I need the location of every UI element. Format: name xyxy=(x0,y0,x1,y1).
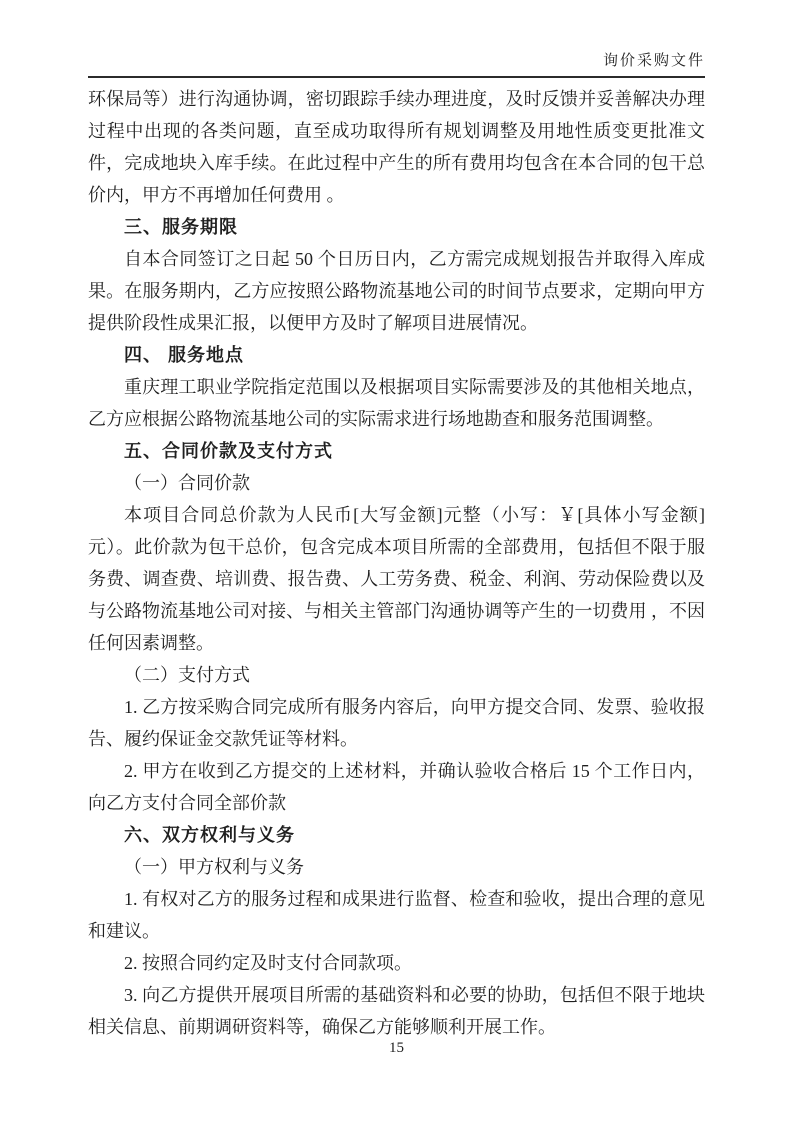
section-heading: 四、 服务地点 xyxy=(124,345,245,365)
paragraph: 本项目合同总价款为人民币[大写金额]元整（小写：￥[具体小写金额]元）。此价款为包干总价，包含完成本项目所需的全部费用，包括但不限于服务费、调查费、培训费、报告费、人工劳务费、税金、利润、劳动保险费以及与公路物流基地公司对接、与相关主管部门沟通协调等产生的一切费用 ，不因任何因素调整。 xyxy=(88,505,705,653)
paragraph: 2. 甲方在收到乙方提交的上述材料，并确认验收合格后 15 个工作日内，向乙方支付合同全部价款 xyxy=(88,761,705,813)
section-heading: 五、合同价款及支付方式 xyxy=(124,441,333,461)
page-header xyxy=(88,50,705,78)
paragraph: 1. 乙方按采购合同完成所有服务内容后，向甲方提交合同、发票、验收报告、履约保证金交款凭证等材料。 xyxy=(88,697,705,749)
sub-heading: （一）合同价款 xyxy=(124,473,250,493)
sub-heading: （二）支付方式 xyxy=(124,665,250,685)
section-heading: 六、双方权利与义务 xyxy=(124,825,295,845)
paragraph: 1. 有权对乙方的服务过程和成果进行监督、检查和验收，提出合理的意见和建议。 xyxy=(88,889,705,941)
paragraph: 3. 向乙方提供开展项目所需的基础资料和必要的协助，包括但不限于地块相关信息、前期调研资料等，确保乙方能够顺利开展工作。 xyxy=(88,985,705,1037)
header-title: 询价采购文件 xyxy=(602,53,705,69)
paragraph: 2. 按照合同约定及时支付合同款项。 xyxy=(124,953,412,973)
page-footer xyxy=(0,1038,793,1058)
section-heading: 三、服务期限 xyxy=(124,217,238,237)
page-number: 15 xyxy=(389,1040,404,1056)
sub-heading: （一）甲方权利与义务 xyxy=(124,857,304,877)
paragraph: 环保局等）进行沟通协调，密切跟踪手续办理进度，及时反馈并妥善解决办理过程中出现的各类问题，直至成功取得所有规划调整及用地性质变更批准文件，完成地块入库手续。在此过程中产生的所有费用均包含在本合同的包干总价内，甲方不再增加任何费用 。 xyxy=(88,89,705,205)
document-body xyxy=(88,83,705,1043)
paragraph: 重庆理工职业学院指定范围以及根据项目实际需要涉及的其他相关地点，乙方应根据公路物流基地公司的实际需求进行场地勘查和服务范围调整。 xyxy=(88,377,705,429)
paragraph: 自本合同签订之日起 50 个日历日内，乙方需完成规划报告并取得入库成果。在服务期内，乙方应按照公路物流基地公司的时间节点要求，定期向甲方提供阶段性成果汇报，以便甲方及时了解项目进展情况。 xyxy=(88,249,705,333)
